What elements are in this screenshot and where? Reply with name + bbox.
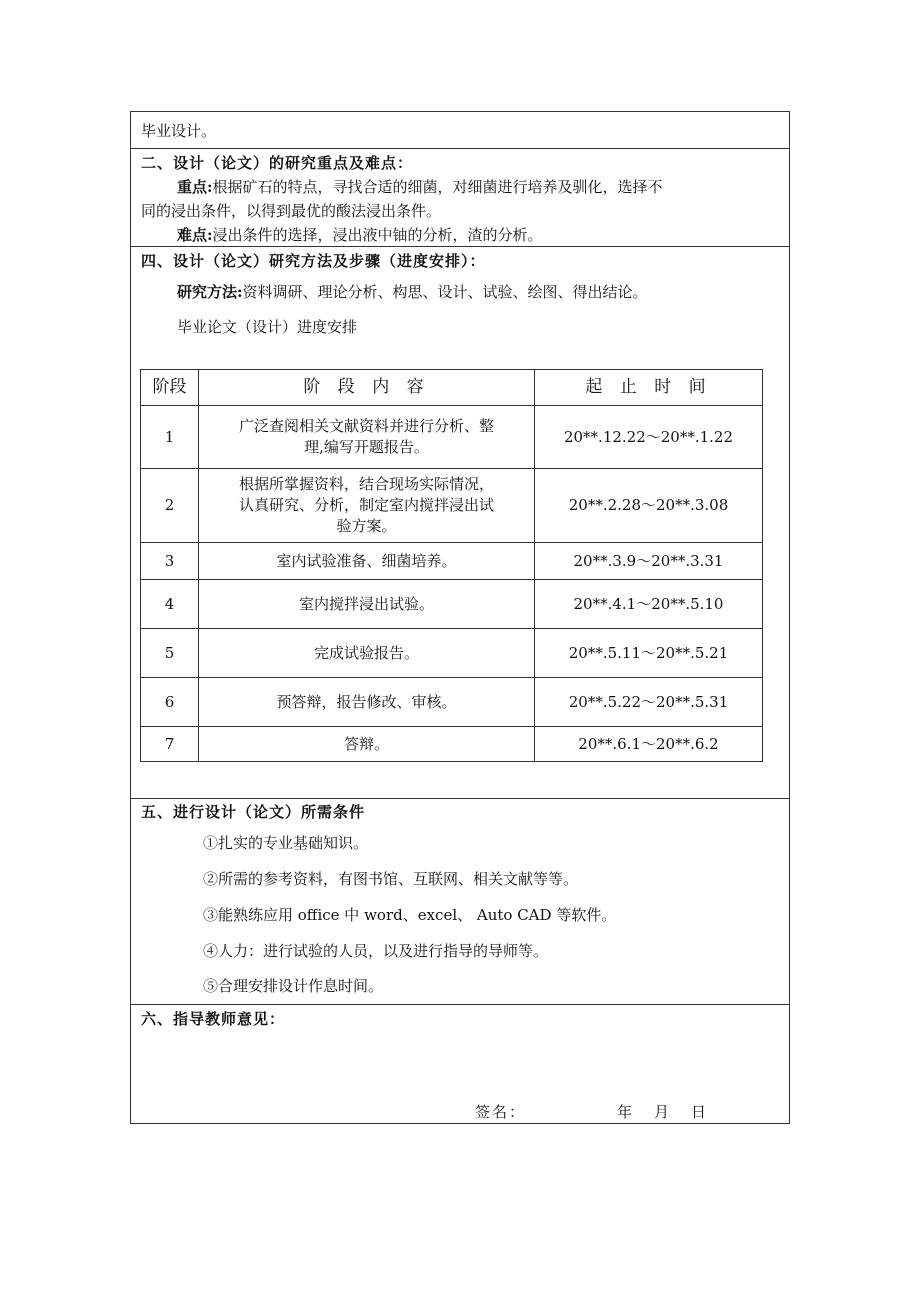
period-cell: 20**.12.22～20**.1.22: [535, 406, 763, 469]
difficulties-label: 难点:: [177, 226, 213, 244]
stage-cell: 7: [141, 727, 199, 762]
header-content: 阶 段 内 容: [199, 370, 535, 406]
stage-cell: 4: [141, 580, 199, 629]
condition-item: ②所需的参考资料，有图书馆、互联网、相关文献等等。: [203, 870, 579, 888]
condition-item: ⑤合理安排设计作息时间。: [203, 977, 384, 995]
header-period: 起 止 时 间: [535, 370, 763, 406]
section4-heading: 四、设计（论文）研究方法及步骤（进度安排）：: [141, 252, 486, 270]
method-label: 研究方法:: [177, 283, 243, 301]
period-cell: 20**.3.9～20**.3.31: [535, 543, 763, 580]
key-points-line1: 重点:根据矿石的特点，寻找合适的细菌，对细菌进行培养及驯化，选择不: [177, 178, 663, 196]
section6-heading: 六、指导教师意见：: [141, 1010, 286, 1028]
form-frame: [130, 111, 790, 1124]
section2-heading: 二、设计（论文）的研究重点及难点：: [141, 154, 414, 172]
schedule-title: 毕业论文（设计）进度安排: [177, 318, 358, 336]
condition-item: ④人力：进行试验的人员，以及进行指导的导师等。: [203, 942, 549, 960]
period-cell: 20**.4.1～20**.5.10: [535, 580, 763, 629]
signature-label: 签名：: [475, 1103, 527, 1121]
stage-cell: 6: [141, 678, 199, 727]
content-cell: 室内试验准备、细菌培养。: [199, 543, 535, 580]
period-cell: 20**.5.11～20**.5.21: [535, 629, 763, 678]
stage-cell: 3: [141, 543, 199, 580]
stage-cell: 5: [141, 629, 199, 678]
table-row: [141, 543, 763, 580]
divider: [131, 798, 789, 799]
date-month-label: 月: [654, 1103, 670, 1121]
stage-cell: 1: [141, 406, 199, 469]
table-row: [141, 727, 763, 762]
table-row: [141, 678, 763, 727]
condition-item: ③能熟练应用 office 中 word、excel、 Auto CAD 等软件。: [203, 906, 617, 924]
table-row: [141, 469, 763, 543]
header-stage: 阶段: [141, 370, 199, 406]
content-cell: 广泛查阅相关文献资料并进行分析、整 理,编写开题报告。: [199, 406, 535, 469]
content-cell: 完成试验报告。: [199, 629, 535, 678]
stage-cell: 2: [141, 469, 199, 543]
schedule-table: [140, 369, 763, 762]
period-cell: 20**.6.1～20**.6.2: [535, 727, 763, 762]
divider: [131, 148, 789, 149]
period-cell: 20**.2.28～20**.3.08: [535, 469, 763, 543]
divider: [131, 246, 789, 247]
table-header-row: [141, 370, 763, 406]
period-cell: 20**.5.22～20**.5.31: [535, 678, 763, 727]
date-year-label: 年: [617, 1103, 633, 1121]
date-day-label: 日: [691, 1103, 707, 1121]
table-row: [141, 629, 763, 678]
content-cell: 根据所掌握资料，结合现场实际情况， 认真研究、分析，制定室内搅拌浸出试 验方案。: [199, 469, 535, 543]
content-cell: 预答辩，报告修改、审核。: [199, 678, 535, 727]
table-row: [141, 406, 763, 469]
method-line: 研究方法:资料调研、理论分析、构思、设计、试验、绘图、得出结论。: [177, 283, 648, 301]
section5-heading: 五、进行设计（论文）所需条件: [141, 803, 366, 821]
difficulties-line: 难点:浸出条件的选择，浸出液中铀的分析，渣的分析。: [177, 226, 543, 244]
condition-item: ①扎实的专业基础知识。: [203, 834, 369, 852]
top-text: 毕业设计。: [141, 122, 217, 140]
divider: [131, 1004, 789, 1005]
key-points-line2: 同的浸出条件，以得到最优的酸法浸出条件。: [141, 202, 442, 220]
table-row: [141, 580, 763, 629]
key-points-label: 重点:: [177, 178, 213, 196]
content-cell: 答辩。: [199, 727, 535, 762]
content-cell: 室内搅拌浸出试验。: [199, 580, 535, 629]
